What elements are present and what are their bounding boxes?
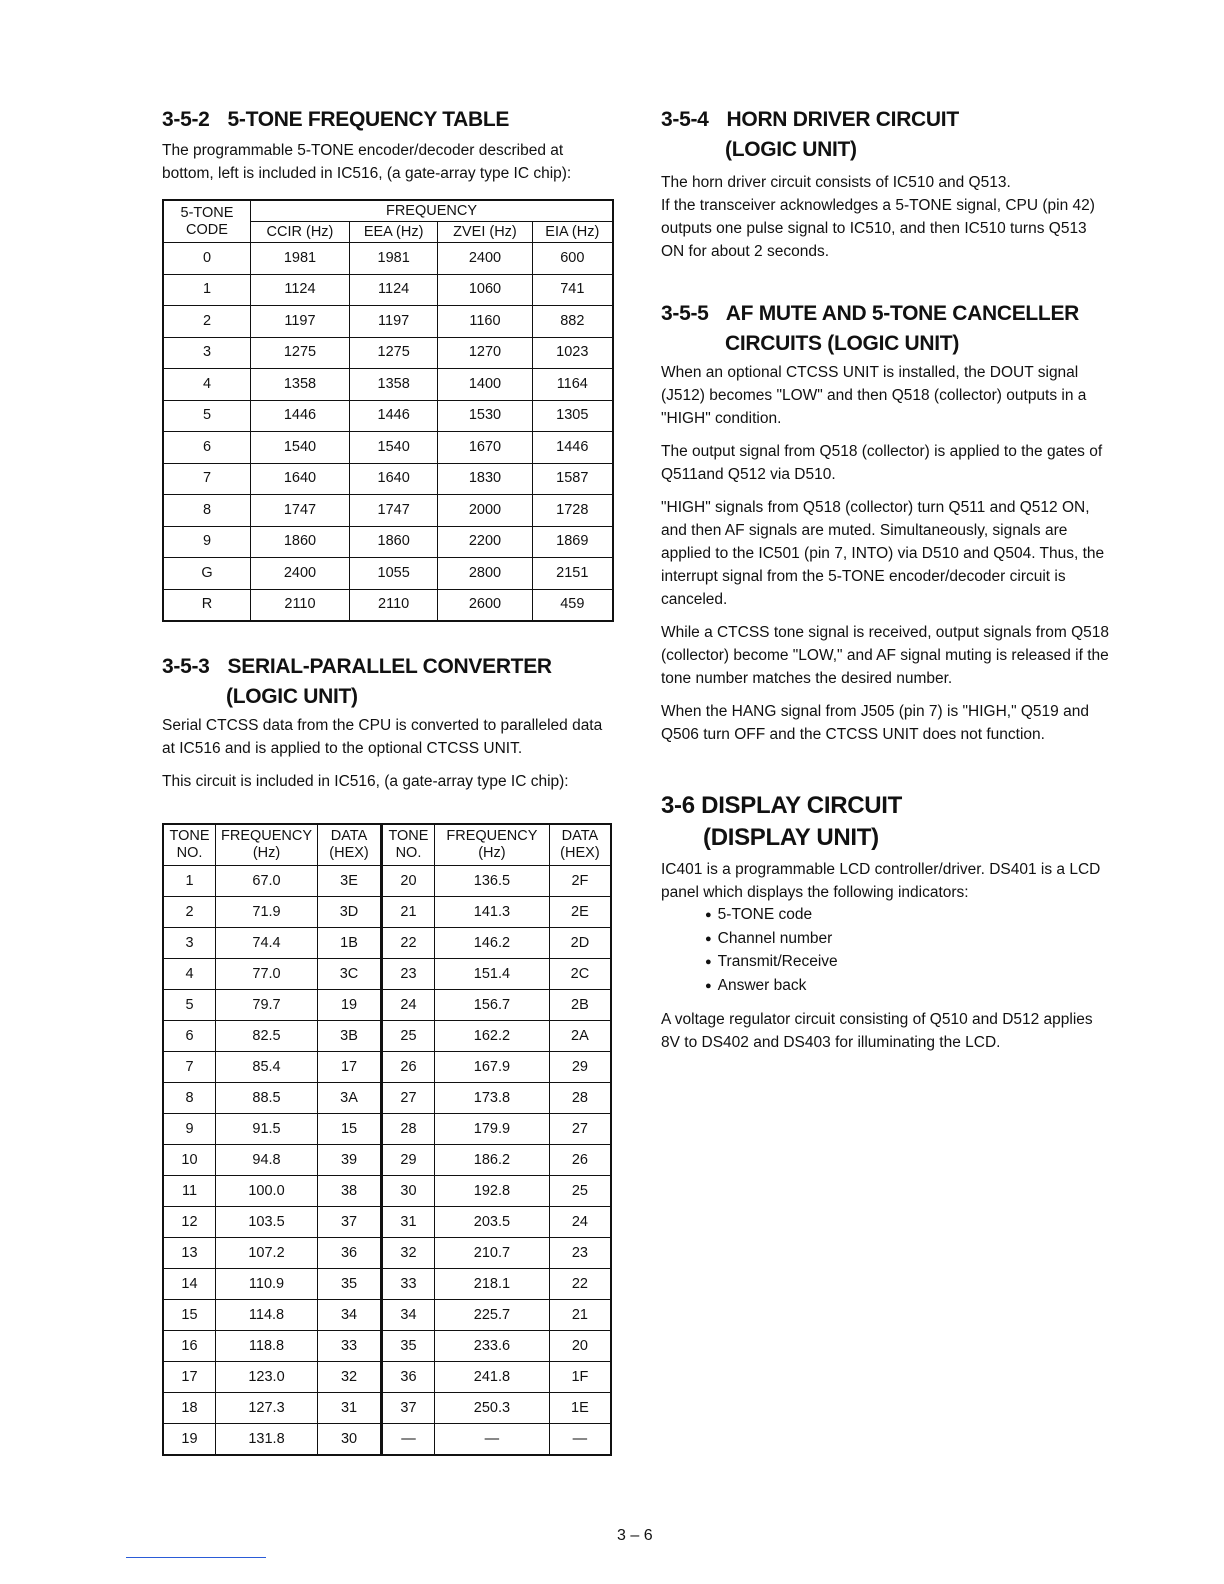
table-cell: — xyxy=(549,1424,611,1456)
table-cell: 203.5 xyxy=(434,1207,549,1238)
table-cell: 18 xyxy=(163,1393,215,1424)
table-cell: 1F xyxy=(549,1362,611,1393)
table-cell: 6 xyxy=(163,432,251,464)
table-cell: 1358 xyxy=(251,369,350,401)
table-cell: 25 xyxy=(549,1176,611,1207)
table-cell: 225.7 xyxy=(434,1300,549,1331)
table-cell: 1055 xyxy=(349,558,437,590)
table-cell: 1197 xyxy=(349,306,437,338)
table-cell: 15 xyxy=(163,1300,215,1331)
table-cell: 3A xyxy=(318,1083,382,1114)
table-row xyxy=(163,337,613,369)
table-cell: 141.3 xyxy=(434,897,549,928)
table-row xyxy=(163,1176,611,1207)
table-cell: 3E xyxy=(318,866,382,897)
five-tone-frequency-table xyxy=(162,199,614,622)
table-cell: 17 xyxy=(318,1052,382,1083)
table-cell: 1B xyxy=(318,928,382,959)
table-cell: 241.8 xyxy=(434,1362,549,1393)
table-cell: 28 xyxy=(549,1083,611,1114)
table-row xyxy=(163,558,613,590)
table-cell: 1124 xyxy=(349,274,437,306)
table-cell: 1 xyxy=(163,274,251,306)
table-row xyxy=(163,400,613,432)
table-row xyxy=(163,1393,611,1424)
paragraph: This circuit is included in IC516, (a gate-array type IC chip): xyxy=(162,773,569,790)
table-cell: 24 xyxy=(549,1207,611,1238)
right-column xyxy=(661,105,1113,1054)
table-cell: 6 xyxy=(163,1021,215,1052)
table-cell: 25 xyxy=(381,1021,434,1052)
table-cell: 71.9 xyxy=(215,897,317,928)
table-row xyxy=(163,897,611,928)
indicator-list xyxy=(661,904,1113,998)
table-cell: — xyxy=(434,1424,549,1456)
table-cell: 1160 xyxy=(438,306,532,338)
table-cell: 23 xyxy=(381,959,434,990)
column-header: EIA (Hz) xyxy=(532,222,613,243)
column-header: TONE NO. xyxy=(381,824,434,866)
table-cell: 7 xyxy=(163,463,251,495)
table-cell: 7 xyxy=(163,1052,215,1083)
page-number: 3 – 6 xyxy=(617,1527,653,1544)
paragraph: A voltage regulator circuit consisting of Q510 and D512 applies 8V to DS402 and DS403 for illuminating the LCD. xyxy=(661,1011,1093,1051)
table-cell: G xyxy=(163,558,251,590)
paragraph: If the transceiver acknowledges a 5-TONE signal, CPU (pin 42) outputs one pulse signal to IC510, and then IC510 turns Q513 ON for about 2 seconds. xyxy=(661,197,1095,260)
table-cell: 1540 xyxy=(251,432,350,464)
table-cell: 1060 xyxy=(438,274,532,306)
section-title: SERIAL-PARALLEL CONVERTER xyxy=(227,655,552,678)
table-cell: 210.7 xyxy=(434,1238,549,1269)
table-cell: 1305 xyxy=(532,400,613,432)
column-header: FREQUENCY (Hz) xyxy=(434,824,549,866)
table-cell: 21 xyxy=(381,897,434,928)
table-cell: 1981 xyxy=(251,243,350,275)
table-cell: 167.9 xyxy=(434,1052,549,1083)
table-cell: 162.2 xyxy=(434,1021,549,1052)
table-cell: 21 xyxy=(549,1300,611,1331)
section-title-continued: CIRCUITS (LOGIC UNIT) xyxy=(725,332,960,355)
table-cell: 2 xyxy=(163,306,251,338)
table-cell: 250.3 xyxy=(434,1393,549,1424)
table-row xyxy=(163,990,611,1021)
table-cell: 11 xyxy=(163,1176,215,1207)
paragraph: When an optional CTCSS UNIT is installed, the DOUT signal (J512) becomes "LOW" and then Q518 (collector) outputs in a "HIGH" condition. xyxy=(661,364,1087,427)
table-row xyxy=(163,1269,611,1300)
table-cell: 3C xyxy=(318,959,382,990)
table-cell: 32 xyxy=(381,1238,434,1269)
table-cell: 1587 xyxy=(532,463,613,495)
table-cell: 179.9 xyxy=(434,1114,549,1145)
table-cell: 36 xyxy=(381,1362,434,1393)
table-cell: 2110 xyxy=(349,589,437,621)
table-cell: 10 xyxy=(163,1145,215,1176)
table-cell: 37 xyxy=(381,1393,434,1424)
table-cell: 3 xyxy=(163,337,251,369)
footer-rule xyxy=(126,1557,266,1558)
table-cell: 1275 xyxy=(251,337,350,369)
table-cell: 82.5 xyxy=(215,1021,317,1052)
column-header: DATA (HEX) xyxy=(549,824,611,866)
paragraph: IC401 is a programmable LCD controller/driver. DS401 is a LCD panel which displays the following indicators: xyxy=(661,861,1101,901)
table-cell: 156.7 xyxy=(434,990,549,1021)
table-row xyxy=(163,1362,611,1393)
table-cell: 118.8 xyxy=(215,1331,317,1362)
column-header: TONE NO. xyxy=(163,824,215,866)
list-item: ● Answer back xyxy=(705,975,1113,999)
table-cell: 2D xyxy=(549,928,611,959)
table-cell: 22 xyxy=(549,1269,611,1300)
table-row xyxy=(163,463,613,495)
table-row xyxy=(163,274,613,306)
table-cell: 882 xyxy=(532,306,613,338)
section-title-continued: (LOGIC UNIT) xyxy=(226,685,358,708)
table-cell: 23 xyxy=(549,1238,611,1269)
table-cell: 1670 xyxy=(438,432,532,464)
table-cell: 1358 xyxy=(349,369,437,401)
table-cell: 24 xyxy=(381,990,434,1021)
table-cell: 9 xyxy=(163,526,251,558)
list-item: ● Channel number xyxy=(705,928,1113,952)
table-cell: 3D xyxy=(318,897,382,928)
table-cell: 2200 xyxy=(438,526,532,558)
section-title-continued: (LOGIC UNIT) xyxy=(725,138,857,161)
ctcss-tone-table xyxy=(162,823,612,1456)
table-row xyxy=(163,1331,611,1362)
table-cell: 94.8 xyxy=(215,1145,317,1176)
section-title: AF MUTE AND 5-TONE CANCELLER xyxy=(725,302,1080,325)
table-cell: 2000 xyxy=(438,495,532,527)
table-row xyxy=(163,1114,611,1145)
column-header: ZVEI (Hz) xyxy=(438,222,532,243)
table-cell: 36 xyxy=(318,1238,382,1269)
table-cell: 35 xyxy=(318,1269,382,1300)
table-cell: 1540 xyxy=(349,432,437,464)
table-cell: 12 xyxy=(163,1207,215,1238)
table-cell: 1275 xyxy=(349,337,437,369)
table-cell: 26 xyxy=(381,1052,434,1083)
table-cell: 3B xyxy=(318,1021,382,1052)
table-cell: 1E xyxy=(549,1393,611,1424)
section-title: 3-6 DISPLAY CIRCUIT xyxy=(661,792,903,819)
table-cell: 31 xyxy=(318,1393,382,1424)
table-cell: 1860 xyxy=(349,526,437,558)
table-cell: 459 xyxy=(532,589,613,621)
table-cell: 186.2 xyxy=(434,1145,549,1176)
paragraph: "HIGH" signals from Q518 (collector) turn Q511 and Q512 ON, and then AF signals are muted. Simultaneously, signals are applied to the IC501 (pin 7, INTO) via D510 and Q504. Thus, the interrupt signal from the 5-TONE encoder/decoder circuit is canceled. xyxy=(661,499,1105,608)
table-cell: 39 xyxy=(318,1145,382,1176)
section-3-6-heading xyxy=(661,790,1113,854)
table-row xyxy=(163,1424,611,1456)
table-cell: 1 xyxy=(163,866,215,897)
table-row xyxy=(163,866,611,897)
table-cell: 2400 xyxy=(438,243,532,275)
table-cell: 1640 xyxy=(251,463,350,495)
left-column xyxy=(162,105,614,1456)
table-cell: 32 xyxy=(318,1362,382,1393)
section-title-continued: (DISPLAY UNIT) xyxy=(703,824,879,851)
table-cell: 34 xyxy=(381,1300,434,1331)
table-cell: 1830 xyxy=(438,463,532,495)
table-row xyxy=(163,1300,611,1331)
table-cell: 1400 xyxy=(438,369,532,401)
table-cell: 1446 xyxy=(349,400,437,432)
table-cell: 37 xyxy=(318,1207,382,1238)
table-row xyxy=(163,432,613,464)
table-cell: 233.6 xyxy=(434,1331,549,1362)
table-cell: 35 xyxy=(381,1331,434,1362)
table-cell: 1164 xyxy=(532,369,613,401)
table-cell: 1124 xyxy=(251,274,350,306)
table-cell: 13 xyxy=(163,1238,215,1269)
table-cell: 15 xyxy=(318,1114,382,1145)
table-cell: 2A xyxy=(549,1021,611,1052)
table-cell: 1869 xyxy=(532,526,613,558)
table-cell: 1747 xyxy=(251,495,350,527)
table-cell: 29 xyxy=(381,1145,434,1176)
table-cell: 2F xyxy=(549,866,611,897)
table-row xyxy=(163,1052,611,1083)
table-cell: 192.8 xyxy=(434,1176,549,1207)
paragraph: The horn driver circuit consists of IC510 and Q513. xyxy=(661,174,1011,191)
table-row xyxy=(163,526,613,558)
table-row xyxy=(163,1238,611,1269)
table-cell: 123.0 xyxy=(215,1362,317,1393)
table-cell: 27 xyxy=(549,1114,611,1145)
table-cell: 2B xyxy=(549,990,611,1021)
table-cell: 0 xyxy=(163,243,251,275)
table-cell: 20 xyxy=(381,866,434,897)
table-cell: 1640 xyxy=(349,463,437,495)
table-cell: 31 xyxy=(381,1207,434,1238)
paragraph: When the HANG signal from J505 (pin 7) is "HIGH," Q519 and Q506 turn OFF and the CTCSS UNIT does not function. xyxy=(661,703,1089,743)
section-3-5-4-heading xyxy=(661,105,1113,165)
table-cell: 19 xyxy=(318,990,382,1021)
table-cell: 27 xyxy=(381,1083,434,1114)
column-header: CCIR (Hz) xyxy=(251,222,350,243)
table-cell: 2800 xyxy=(438,558,532,590)
table-row xyxy=(163,243,613,275)
table-cell: 2400 xyxy=(251,558,350,590)
table-cell: 2600 xyxy=(438,589,532,621)
table-cell: 1981 xyxy=(349,243,437,275)
table-row xyxy=(163,1145,611,1176)
table-cell: 1860 xyxy=(251,526,350,558)
section-3-5-3-heading xyxy=(162,652,614,712)
section-3-5-5-heading xyxy=(661,299,1113,359)
table-cell: 33 xyxy=(381,1269,434,1300)
table-cell: 127.3 xyxy=(215,1393,317,1424)
table-cell: — xyxy=(381,1424,434,1456)
table-cell: 77.0 xyxy=(215,959,317,990)
table-row xyxy=(163,369,613,401)
table-cell: 1530 xyxy=(438,400,532,432)
table-row xyxy=(163,495,613,527)
table-row xyxy=(163,959,611,990)
table-row xyxy=(163,589,613,621)
table-cell: 14 xyxy=(163,1269,215,1300)
table-cell: 2151 xyxy=(532,558,613,590)
table-cell: 1270 xyxy=(438,337,532,369)
table-cell: 17 xyxy=(163,1362,215,1393)
table-cell: 151.4 xyxy=(434,959,549,990)
table-cell: 1446 xyxy=(251,400,350,432)
table-cell: 30 xyxy=(381,1176,434,1207)
table-cell: 74.4 xyxy=(215,928,317,959)
section-title: HORN DRIVER CIRCUIT xyxy=(726,108,959,131)
paragraph: The programmable 5-TONE encoder/decoder described at bottom, left is included in IC516, (a gate-array type IC chip): xyxy=(162,142,572,182)
column-header: FREQUENCY (Hz) xyxy=(215,824,317,866)
table-cell: 5 xyxy=(163,400,251,432)
table-cell: 1728 xyxy=(532,495,613,527)
table-cell: 2C xyxy=(549,959,611,990)
list-item: ● 5-TONE code xyxy=(705,904,1113,928)
frequency-group-header: FREQUENCY xyxy=(251,200,614,222)
table-cell: R xyxy=(163,589,251,621)
column-header: EEA (Hz) xyxy=(349,222,437,243)
section-number: 3-5-2 xyxy=(162,108,210,131)
table-cell: 2110 xyxy=(251,589,350,621)
table-row xyxy=(163,306,613,338)
table-cell: 38 xyxy=(318,1176,382,1207)
section-number: 3-5-4 xyxy=(661,108,709,131)
table-cell: 20 xyxy=(549,1331,611,1362)
table-row xyxy=(163,1083,611,1114)
table-cell: 29 xyxy=(549,1052,611,1083)
table-cell: 146.2 xyxy=(434,928,549,959)
table-cell: 67.0 xyxy=(215,866,317,897)
table-cell: 114.8 xyxy=(215,1300,317,1331)
table-row xyxy=(163,1207,611,1238)
table-cell: 1747 xyxy=(349,495,437,527)
table-cell: 34 xyxy=(318,1300,382,1331)
table-cell: 28 xyxy=(381,1114,434,1145)
code-header: 5-TONE CODE xyxy=(163,200,251,243)
table-cell: 741 xyxy=(532,274,613,306)
table-cell: 600 xyxy=(532,243,613,275)
table-cell: 107.2 xyxy=(215,1238,317,1269)
section-3-5-2-heading xyxy=(162,105,614,135)
paragraph: While a CTCSS tone signal is received, output signals from Q518 (collector) become "LOW," and AF signal muting is released if the tone number matches the desired number. xyxy=(661,624,1109,687)
table-cell: 4 xyxy=(163,959,215,990)
list-item: ● Transmit/Receive xyxy=(705,951,1113,975)
table-cell: 8 xyxy=(163,1083,215,1114)
table-cell: 9 xyxy=(163,1114,215,1145)
table-cell: 1446 xyxy=(532,432,613,464)
section-number: 3-5-3 xyxy=(162,655,210,678)
column-header: DATA (HEX) xyxy=(318,824,382,866)
table-cell: 30 xyxy=(318,1424,382,1456)
table-cell: 88.5 xyxy=(215,1083,317,1114)
table-cell: 2 xyxy=(163,897,215,928)
table-cell: 4 xyxy=(163,369,251,401)
table-cell: 3 xyxy=(163,928,215,959)
table-cell: 218.1 xyxy=(434,1269,549,1300)
table-cell: 110.9 xyxy=(215,1269,317,1300)
table-cell: 5 xyxy=(163,990,215,1021)
table-cell: 8 xyxy=(163,495,251,527)
table-cell: 33 xyxy=(318,1331,382,1362)
table-cell: 85.4 xyxy=(215,1052,317,1083)
table-cell: 100.0 xyxy=(215,1176,317,1207)
table-cell: 2E xyxy=(549,897,611,928)
table-cell: 136.5 xyxy=(434,866,549,897)
section-number: 3-5-5 xyxy=(661,302,709,325)
paragraph: Serial CTCSS data from the CPU is converted to paralleled data at IC516 and is applied to the optional CTCSS UNIT. xyxy=(162,717,603,757)
table-cell: 103.5 xyxy=(215,1207,317,1238)
table-row xyxy=(163,928,611,959)
table-cell: 16 xyxy=(163,1331,215,1362)
table-cell: 131.8 xyxy=(215,1424,317,1456)
table-cell: 79.7 xyxy=(215,990,317,1021)
table-cell: 1197 xyxy=(251,306,350,338)
paragraph: The output signal from Q518 (collector) is applied to the gates of Q511and Q512 via D510. xyxy=(661,443,1103,483)
table-cell: 91.5 xyxy=(215,1114,317,1145)
table-cell: 19 xyxy=(163,1424,215,1456)
table-cell: 26 xyxy=(549,1145,611,1176)
table-cell: 1023 xyxy=(532,337,613,369)
section-title: 5-TONE FREQUENCY TABLE xyxy=(227,108,510,131)
table-cell: 22 xyxy=(381,928,434,959)
table-row xyxy=(163,1021,611,1052)
table-cell: 173.8 xyxy=(434,1083,549,1114)
